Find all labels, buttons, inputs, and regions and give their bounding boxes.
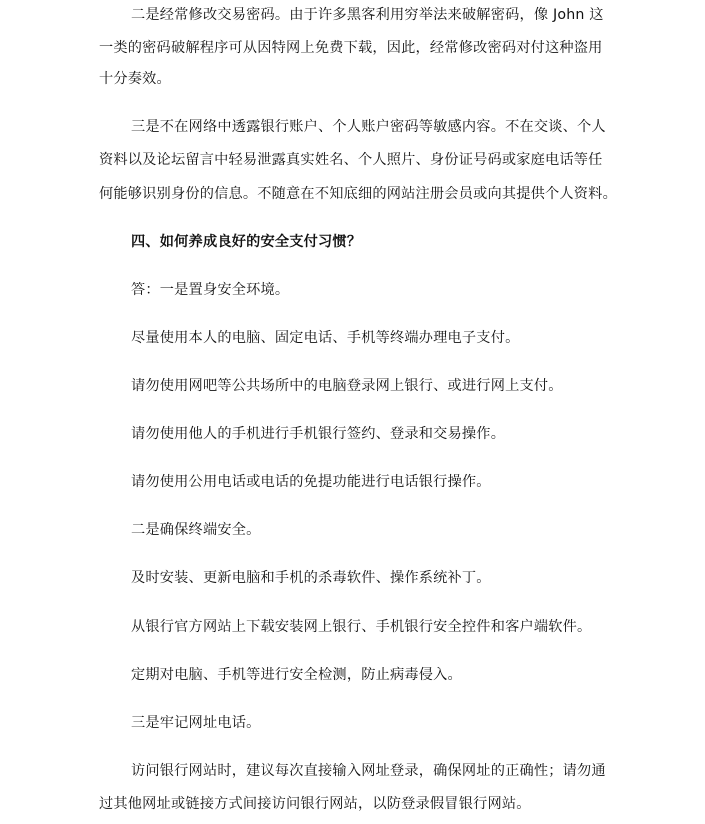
section-heading: 四、如何养成良好的安全支付习惯？: [131, 234, 362, 250]
paragraph-security-check: 定期对电脑、手机等进行安全检测，防止病毒侵入。: [131, 667, 462, 683]
paragraph-use-own-device: 尽量使用本人的电脑、固定电话、手机等终端办理电子支付。: [131, 330, 520, 346]
paragraph-terminal-security: 二是确保终端安全。: [131, 522, 261, 538]
paragraph-2-line-1: 三是不在网络中透露银行账户、个人账户密码等敏感内容。不在交谈、个人: [131, 119, 606, 135]
paragraph-update-antivirus: 及时安装、更新电脑和手机的杀毒软件、操作系统补丁。: [131, 570, 491, 586]
paragraph-2-line-3: 何能够识别身份的信息。不随意在不知底细的网站注册会员或向其提供个人资料。: [99, 186, 617, 202]
paragraph-remember-urls: 三是牢记网址电话。: [131, 715, 261, 731]
paragraph-avoid-public-pc: 请勿使用网吧等公共场所中的电脑登录网上银行、或进行网上支付。: [131, 378, 563, 394]
paragraph-answer-intro: 答：一是置身安全环境。: [131, 282, 290, 298]
paragraph-last-line-1: 访问银行网站时，建议每次直接输入网址登录，确保网址的正确性；请勿通: [131, 763, 606, 779]
paragraph-avoid-others-phone: 请勿使用他人的手机进行手机银行签约、登录和交易操作。: [131, 426, 506, 442]
paragraph-2-line-2: 资料以及论坛留言中轻易泄露真实姓名、个人照片、身份证号码或家庭电话等任: [99, 152, 603, 168]
paragraph-official-download: 从银行官方网站上下载安装网上银行、手机银行安全控件和客户端软件。: [131, 619, 592, 635]
paragraph-last-line-2: 过其他网址或链接方式间接访问银行网站，以防登录假冒银行网站。: [99, 796, 531, 812]
paragraph-avoid-public-phone: 请勿使用公用电话或电话的免提功能进行电话银行操作。: [131, 474, 491, 490]
paragraph-1-line-2: 一类的密码破解程序可从因特网上免费下载，因此，经常修改密码对付这种盗用: [99, 40, 603, 56]
paragraph-1-line-1: 二是经常修改交易密码。由于许多黑客利用穷举法来破解密码，像 John 这: [131, 7, 604, 23]
paragraph-1-line-3: 十分奏效。: [99, 71, 171, 87]
